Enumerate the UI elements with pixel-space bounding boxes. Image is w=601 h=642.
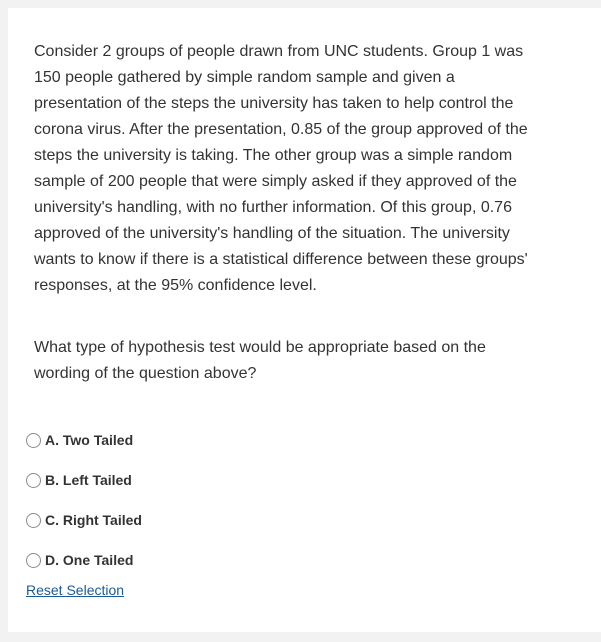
choice-label[interactable]: D. One Tailed xyxy=(45,552,134,568)
question-prompt: What type of hypothesis test would be appropriate based on the wording of the question above? xyxy=(34,339,486,382)
choice-label[interactable]: B. Left Tailed xyxy=(45,472,132,488)
answer-choices xyxy=(26,420,142,580)
radio-button[interactable] xyxy=(26,473,41,488)
choice-c[interactable] xyxy=(26,500,142,540)
reset-selection-link[interactable]: Reset Selection xyxy=(26,582,125,598)
left-border xyxy=(0,0,8,642)
choice-b[interactable] xyxy=(26,460,142,500)
question-card xyxy=(8,8,601,632)
radio-button[interactable] xyxy=(26,553,41,568)
top-border xyxy=(0,0,601,8)
question-body: Consider 2 groups of people drawn from UNC students. Group 1 was 150 people gathered by simple random sample and given a presentation of the steps the university has taken to help control the corona virus. After the presentation, 0.85 of the group approved of the steps the university is taking. The other group was a simple random sample of 200 people that were simply asked if they approved of the university's handling, with no further information. Of this group, 0.76 approved of the university's handling of the situation. The university wants to know if there is a statistical difference between these groups' responses, at the 95% confidence level. xyxy=(34,43,528,294)
radio-button[interactable] xyxy=(26,513,41,528)
choice-label[interactable]: A. Two Tailed xyxy=(45,432,134,448)
choice-a[interactable] xyxy=(26,420,142,460)
radio-button[interactable] xyxy=(26,433,41,448)
choice-label[interactable]: C. Right Tailed xyxy=(45,512,142,528)
choice-d[interactable] xyxy=(26,540,142,580)
bottom-border xyxy=(0,632,601,642)
